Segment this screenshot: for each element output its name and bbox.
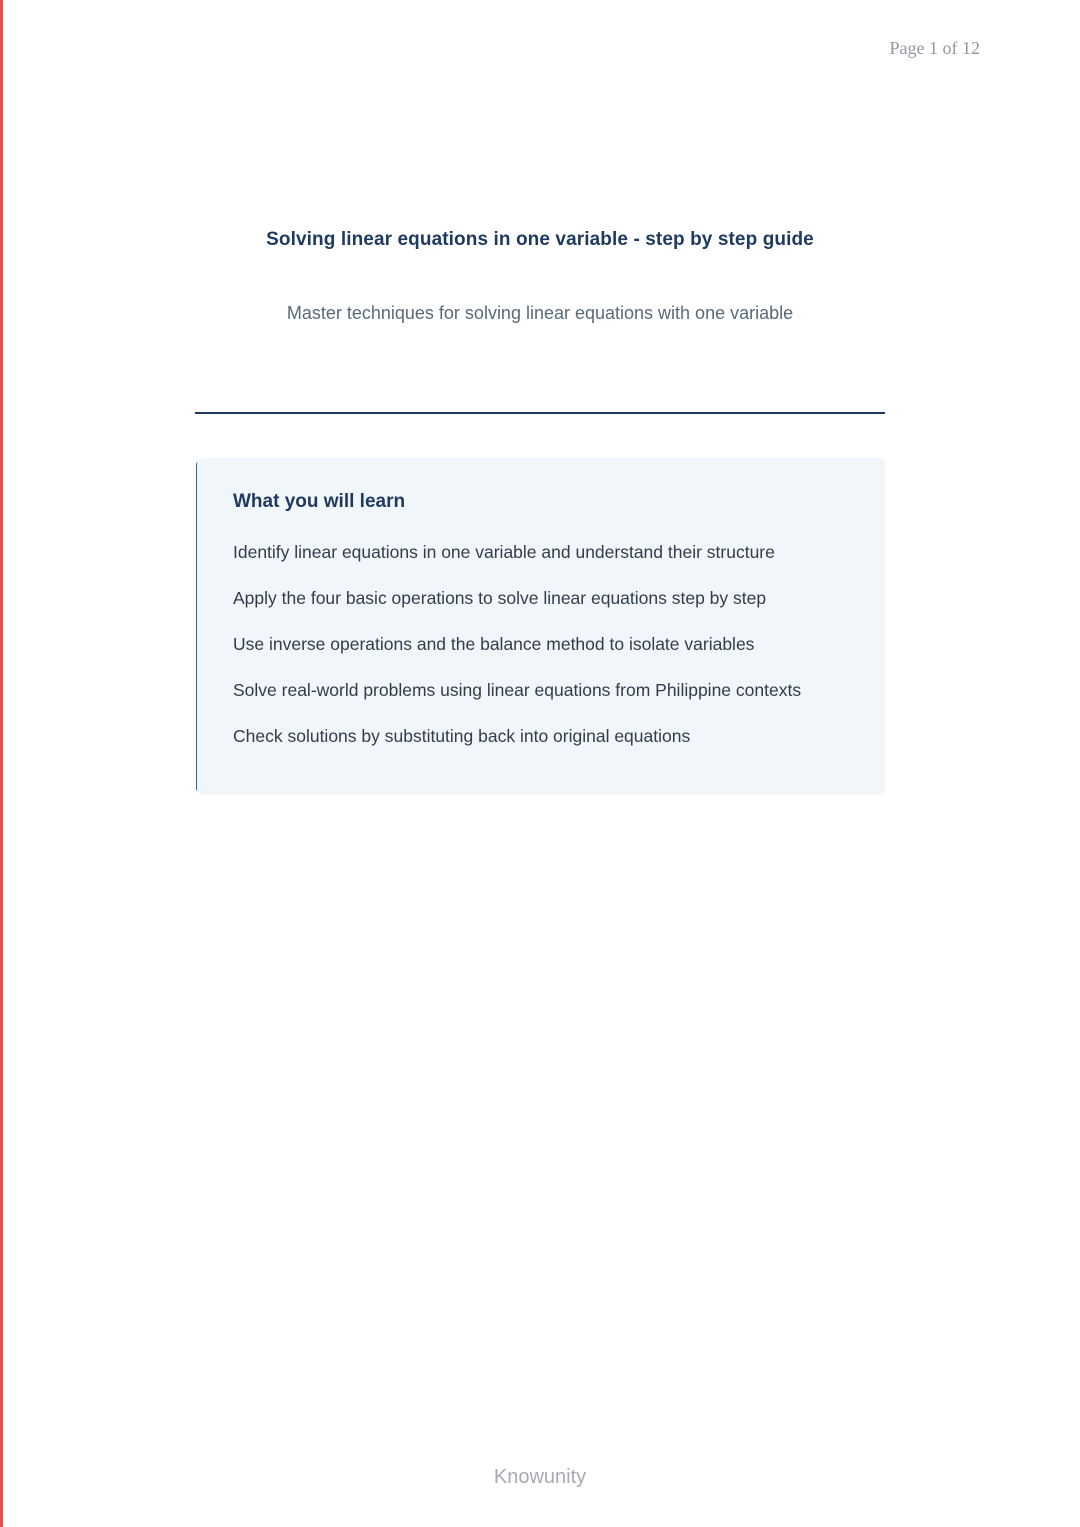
learn-item: Check solutions by substituting back into original equations: [233, 726, 691, 746]
page-number: Page 1 of 12: [889, 38, 980, 58]
learn-item: Use inverse operations and the balance method to isolate variables: [233, 634, 755, 654]
document-subtitle: Master techniques for solving linear equations with one variable: [286, 303, 794, 323]
footer-brand: Knowunity: [493, 1466, 587, 1488]
learn-item: Solve real-world problems using linear equations from Philippine contexts: [233, 680, 802, 700]
learn-box-heading: What you will learn: [233, 491, 406, 512]
learn-box: [197, 458, 885, 795]
divider-line: [195, 412, 885, 414]
learn-item: Identify linear equations in one variable and understand their structure: [233, 542, 775, 562]
document-title: Solving linear equations in one variable - step by step guide: [266, 229, 814, 250]
learn-list: [233, 542, 849, 746]
learn-item: Apply the four basic operations to solve linear equations step by step: [233, 588, 767, 608]
